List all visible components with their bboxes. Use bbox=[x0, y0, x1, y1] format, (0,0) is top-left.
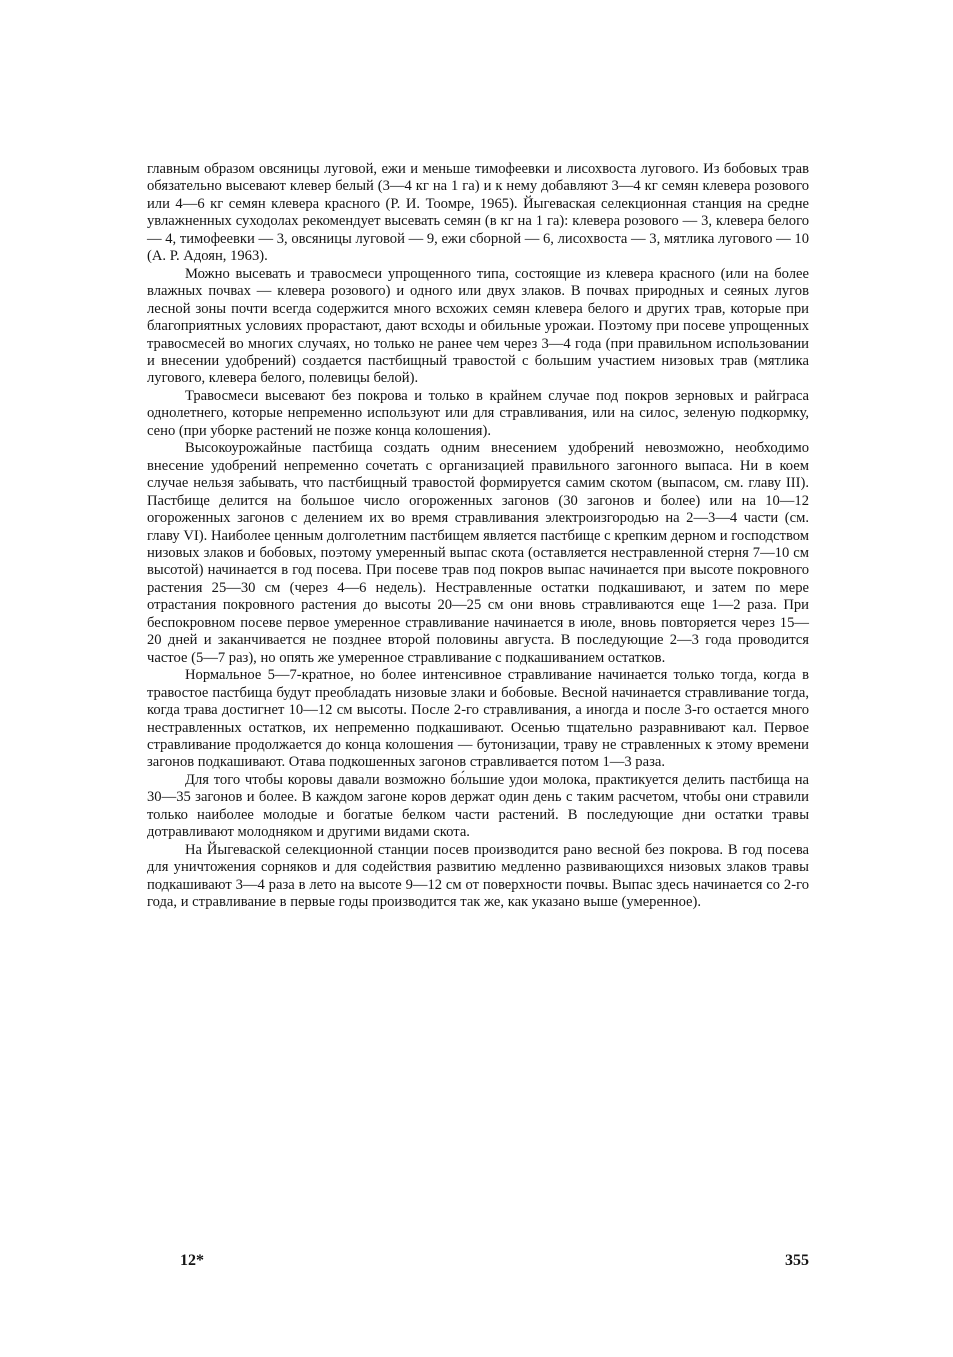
paragraph: На Йыгеваской селекционной станции посев производится рано весной без покрова. В год посева для уничтожения сорняков и для содействия развитию медленно развивающихся низовых злаков травы подкашивают 3—4 раза в лето на высоте 9—12 см от поверхности почвы. Выпас здесь начинается со 2-го года, и стравливание в первые годы производится так же, как указано выше (умеренное). bbox=[147, 841, 809, 911]
paragraph: Для того чтобы коровы давали возможно бо́льшие удои молока, практикуется делить пастбища на 30—35 загонов и более. В каждом загоне коров держат один день с таким расчетом, чтобы они стравили только наиболее молодые и богатые белком части растений. В последующие дни остатки травы дотравливают молодняком и другими видами скота. bbox=[147, 771, 809, 841]
paragraph: Нормальное 5—7-кратное, но более интенсивное стравливание начинается только тогда, когда в травостое пастбища будут преобладать низовые злаки и бобовые. Весной начинается стравливание тогда, когда трава достигнет 10—12 см высоты. После 2-го стравливания, а иногда и после 3-го остается много нестравленных остатков, их непременно подкашивают. Осенью тщательно разравнивают кал. Первое стравливание продолжается до конца колошения — бутонизации, траву не стравленных к этому времени загонов подкашивают. Отава подкошенных загонов стравливается потом 1—3 раза. bbox=[147, 667, 809, 771]
paragraph: Травосмеси высевают без покрова и только в крайнем случае под покров зерновых и райграса однолетнего, которые непременно используют или для стравливания, или на силос, зеленую подкормку, сено (при уборке растений не позже конца колошения). bbox=[147, 387, 809, 439]
paragraph: главным образом овсяницы луговой, ежи и меньше тимофеевки и лисохвоста лугового. Из бобовых трав обязательно высевают клевер белый (3—4 кг на 1 га) и к нему добавляют 3—4 кг семян клевера розового или 4—6 кг семян клевера красного (Р. И. Тоомре, 1965). Йыгеваская селекционная станция на средне увлажненных суходолах рекомендует высевать семян (в кг на 1 га): клевера розового — 3, клевера белого — 4, тимофеевки — 3, овсяницы луговой — 9, ежи сборной — 6, лисохвоста — 3, мятлика лугового — 10 (А. Р. Адоян, 1963). bbox=[147, 161, 809, 265]
paragraph: Можно высевать и травосмеси упрощенного типа, состоящие из клевера красного (или на более влажных почвах — клевера розового) и одного или двух злаков. В почвах природных и сеяных лугов лесной зоны почти всегда содержится много всхожих семян клевера белого и других трав, которые при благоприятных условиях прорастают, дают всходы и обильные урожаи. Поэтому при посеве упрощенных травосмесей во многих случаях, но только не ранее чем через 3—4 года (при правильном использовании и внесении удобрений) создается пастбищный травостой с большим участием низовых трав (мятлика лугового, клевера белого, полевицы белой). bbox=[147, 265, 809, 387]
page-number: 355 bbox=[785, 1252, 809, 1269]
paragraph: Высокоурожайные пастбища создать одним внесением удобрений невозможно, необходимо внесение удобрений непременно сочетать с организацией правильного загонного выпаса. Ни в коем случае нельзя забывать, что пастбищный травостой формируется самим скотом (выпасом, см. главу III). Пастбище делится на большое число огороженных загонов (30 загонов и более) или на 10—12 огороженных загонов с делением их во время стравливания электроизгородью на 2—3—4 части (см. главу VI). Наиболее ценным долголетним пастбищем является пастбище с крепким дерном и господством низовых злаков и бобовых, поэтому умеренный выпас скота (оставляется нестравленной стерня 7—10 см высотой) начинается в год посева. При посеве трав под покров выпас начинается при высоте покровного растения 25—30 см (через 4—6 недель). Нестравленные остатки подкашивают, и затем по мере отрастания покровного растения до высоты 20—25 см они вновь стравливаются еще 1—2 раза. При беспокровном посеве первое умеренное стравливание начинается в июле, вновь повторяется через 15—20 дней и заканчивается не позднее второй половины августа. В последующие 2—3 года проводится частое (5—7 раз), но опять же умеренное стравливание с подкашиванием остатков. bbox=[147, 440, 809, 666]
page-body bbox=[147, 161, 809, 911]
printer-signature: 12* bbox=[180, 1252, 204, 1269]
